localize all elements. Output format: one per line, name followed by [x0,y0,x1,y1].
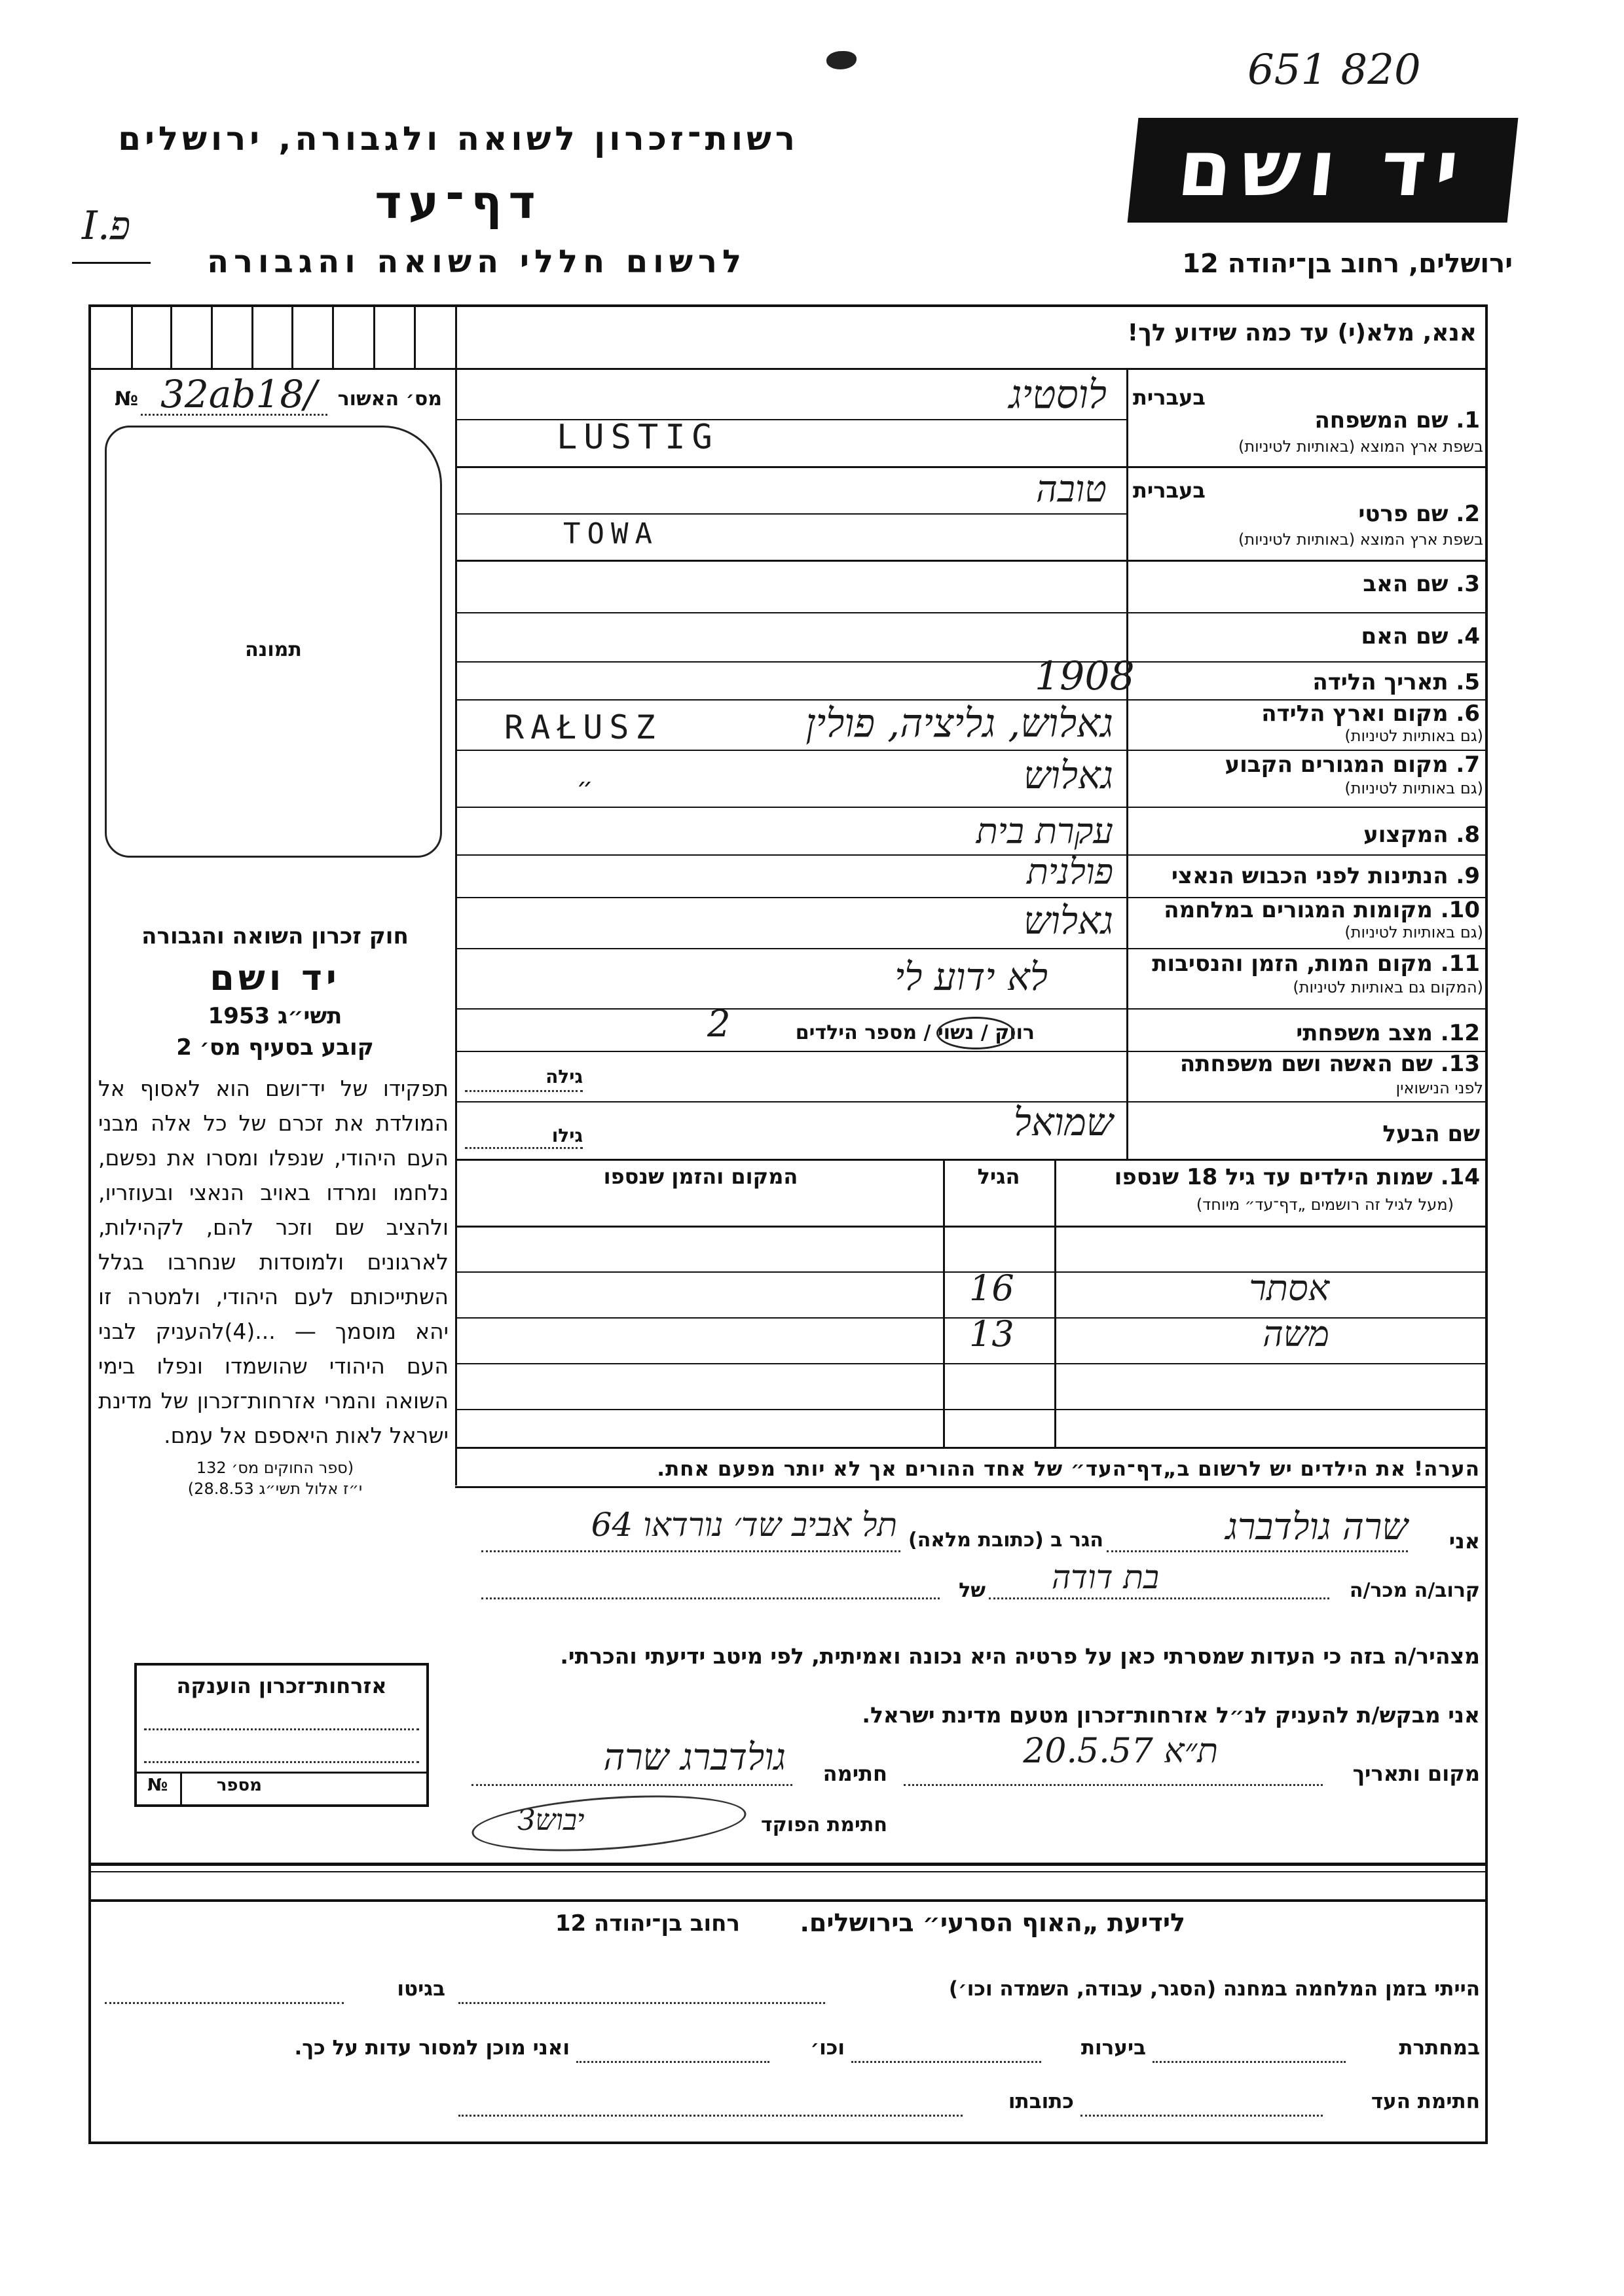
tick [414,307,416,368]
husband-name: שמואל [1013,1100,1113,1144]
label-children-sub: (מעל לגיל זה רושמים „דף־עד״ מיוחד) [1196,1195,1454,1214]
declarant-line2-left [481,1597,940,1599]
label-latin-too: (גם באותיות לטיניות) [1344,779,1483,797]
label-latin-too: (גם באותיות לטיניות) [1344,727,1483,745]
row6-bottom [455,750,1488,751]
declarant-name: שרה גולדברג [1225,1506,1408,1548]
marital-options: רווק / נשוי / מספר הילדים [795,1021,1035,1044]
label-wife-name: 13. שם האשה ושם משפחתה [1179,1051,1480,1077]
declarant-relation: בת דודה [1051,1558,1159,1596]
header-address: ירושלים, רחוב בן־יהודה 12 [1182,249,1513,279]
cert-label: מס׳ האשור [337,388,442,410]
child-name: משה [1263,1313,1329,1355]
clerk-signature-label: חתימת הפוקד [761,1813,887,1836]
row1-mid [455,419,1126,420]
footer-line2-c: וכו׳ [810,2036,845,2060]
form-subtitle: לרשום חללי השואה והגבורה [207,244,747,280]
cert-prefix: № [115,388,139,410]
row3-bottom [455,612,1488,613]
birth-date: 1908 [1035,653,1135,699]
war-residence: גאלוש [1024,898,1113,943]
tick [332,307,334,368]
label-death-place: 11. מקום המות, הזמן והנסיבות [1152,951,1480,977]
profession: עקרת בית [976,811,1113,852]
margin-mark-underline [72,262,151,264]
label-children: 14. שמות הילדים עד גיל 18 שנספו [1114,1164,1480,1190]
law-name: יד ושם [210,957,341,998]
tick [251,307,253,368]
law-title: חוק זכרון השואה והגבורה [141,923,409,949]
wife-age-label: גילה [545,1066,583,1087]
note-bottom [455,1486,1488,1488]
wife-age-line [465,1090,583,1092]
row2-bottom [455,560,1488,562]
child-age: 13 [969,1313,1014,1355]
instruction: אנא, מלא(י) עד כמה שידוע לך! [1127,319,1477,346]
citizenship-line1 [144,1728,419,1730]
label-latin: בשפת ארץ המוצא (באותיות לטיניות) [1238,530,1483,549]
tick [170,307,172,368]
org-name: רשות־זכרון לשואה ולגבורה, ירושלים [118,120,799,158]
label-hebrew: בעברית [1133,478,1206,503]
child-age: 16 [969,1267,1014,1309]
yad-vashem-logo [1128,118,1519,223]
tick [373,307,375,368]
row13-bottom [455,1159,1488,1161]
residence: גאלוש [1024,753,1113,797]
children-age-header: הגיל [977,1164,1020,1189]
archive-number: 651 820 [1247,46,1421,94]
footer-address: רחוב בן־יהודה 12 [555,1910,740,1937]
children-col2 [943,1159,945,1447]
law-year: תשי״ג 1953 [208,1003,342,1029]
label-husband-name: שם הבעל [1382,1121,1480,1147]
death-place: לא ידוע לי [895,955,1048,999]
footer-line1-b: בגיטו [397,1977,445,2001]
footer-frame [88,1863,1488,2144]
children-header-bottom [455,1226,1488,1228]
citizenship-number-top [134,1772,429,1774]
declaration: מצהיר/ה בזה כי העדות שמסרתי כאן על פרטיה היא נכונה ואמיתית, לפי מיטב ידיעתי והכרתי. [560,1643,1480,1669]
married-circle [936,1017,1015,1049]
left-strip-bottom [88,368,455,370]
clerk-signature: Зיבוש [517,1804,585,1837]
footer-line2-a: במחתרת [1399,2036,1480,2060]
citizenship-line2 [144,1761,419,1763]
children-row-line [455,1363,1488,1364]
citizenship-number-label: מספר [216,1776,262,1795]
label-war-residence: 10. מקומות המגורים במלחמה [1164,897,1480,923]
law-source-date: י״ז אלול תשי״ג 28.8.53) [187,1480,363,1498]
photo-label: תמונה [245,638,302,661]
footer-line2-d: ואני מוכן למסור עדות על כך. [294,2036,570,2060]
residence-ditto: ״ [576,773,593,803]
label-profession: 8. המקצוע [1363,822,1480,848]
label-wife-sub: לפני הנישואין [1395,1079,1483,1097]
tick [291,307,293,368]
children-col1 [1054,1159,1056,1447]
label-latin-too: (גם באותיות לטיניות) [1344,923,1483,941]
declarant-ani-label: אני [1449,1529,1480,1554]
declarant-name-line [1107,1550,1408,1552]
husband-age-label: גילו [551,1125,583,1146]
signature: גולדברג שרה [603,1736,786,1779]
birth-place: גאלוש, גליציה, פולין [805,701,1113,746]
family-name-hebrew: לוסטיג [1008,372,1107,418]
label-citizenship: 9. הנתינות לפני הכבוש הנאצי [1171,863,1480,889]
label-birth-date: 5. תאריך הלידה [1312,669,1480,695]
declarant-address: תל אביב שד׳ נורדאו 64 [591,1506,897,1544]
row2-mid [455,513,1126,515]
label-birth-place: 6. מקום וארץ הלידה [1261,701,1480,727]
label-mother-name: 4. שם האם [1361,623,1480,649]
label-marital-status: 12. מצב משפחתי [1296,1020,1480,1046]
law-text: תפקידו של יד־ושם הוא לאסוף אל המולדת את זכרם של כל אלה מבני העם היהודי, שנפלו ומסרו את נפשם, נלחמו ומרדו באויב הנאצי ובעוזריו, ולהציב שם וזכר להם, לקהילות, לארגונים ולמוסדות שנחרבו בגלל השתייכותם לעם היהודי, ולמטרה זו יהא מוסמך — ...(4)להעניק לבני העם היהודי שהושמדו ונפלו בימי השואה והמרי אזרחות־זכרון של מדינת ישראל לאות היאספם אל עמם. [98,1076,449,1448]
child-name: אסתר [1249,1267,1329,1309]
citizenship-number-sign: № [147,1776,168,1795]
declarant-of-label: של [959,1579,986,1602]
declarant-resides-label: הגר ב (כתובת מלאה) [908,1529,1103,1552]
declarant-relation-line [989,1597,1329,1599]
law-source: (ספר החוקים מס׳ 132 [196,1459,354,1477]
footer-line3-b: כתובתו [1008,2090,1074,2113]
citizenship: פולנית [1026,851,1113,892]
margin-mark: I.פ [82,203,131,249]
cert-value: 32ab18/ [160,372,317,416]
birth-place-latin: RAŁUSZ [504,708,662,746]
request: אני מבקש/ת להעניק לנ״ל אזרחות־זכרון מטעם מדינת ישראל. [862,1702,1480,1728]
children-row-line [455,1409,1488,1410]
instruction-bottom [455,368,1488,370]
row10-bottom [455,948,1488,949]
row4-bottom [455,661,1488,663]
footer-line2-b: ביערות [1080,2036,1146,2060]
scan-smudge [826,51,857,69]
first-name-latin: TOWA [563,517,659,551]
label-hebrew: בעברית [1133,385,1206,410]
tick [131,307,133,368]
note: הערה! את הילדים יש לרשום ב„דף־העד״ של אחד ההורים אך לא יותר מפעם אחת. [657,1457,1480,1481]
label-death-sub: (המקום גם באותיות לטיניות) [1293,978,1483,996]
cert-line [141,414,327,416]
children-count: 2 [707,1003,731,1046]
note-top [455,1447,1488,1449]
label-residence: 7. מקום המגורים הקבוע [1225,752,1480,778]
citizenship-title: אזרחות־זכרון הוענקה [176,1673,387,1698]
signature-label: חתימה [822,1761,887,1786]
row11-bottom [455,1008,1488,1010]
left-panel-divider [455,307,457,1485]
citizenship-number-divider [180,1773,182,1804]
footer-title: לידיעת „האוף הסרעי״ בירושלים. [800,1908,1185,1937]
place-date-value: ת״א 20.5.57 [1023,1732,1218,1771]
label-family-name: 1. שם המשפחה [1314,407,1480,433]
logo-text: יד ושם [1173,123,1473,213]
declarant-relative-label: קרוב/ה מכר/ה [1349,1579,1480,1602]
label-first-name: 2. שם פרטי [1358,501,1480,527]
place-date-line [904,1784,1323,1786]
law-clause: קובע בסעיף מס׳ 2 [176,1034,374,1061]
place-date-label: מקום ותאריך [1352,1761,1480,1786]
declarant-address-line [481,1550,900,1552]
husband-age-line [465,1147,583,1149]
children-place-header: המקום והזמן שנספו [603,1164,798,1189]
footer-line1-a: הייתי בזמן המלחמה במחנה (הסגר, עבודה, השמדה וכו׳) [948,1977,1480,2001]
signature-line [471,1784,792,1786]
tick [211,307,213,368]
form-title: דף־עד [375,175,542,229]
family-name-latin: LUSTIG [557,418,719,457]
label-father-name: 3. שם האב [1363,571,1480,597]
label-latin: בשפת ארץ המוצא (באותיות לטיניות) [1238,437,1483,456]
footer-line3-a: חתימת העד [1371,2090,1480,2113]
first-name-hebrew: טובה [1036,468,1107,511]
label-column-divider [1126,368,1128,1160]
row7-bottom [455,807,1488,808]
